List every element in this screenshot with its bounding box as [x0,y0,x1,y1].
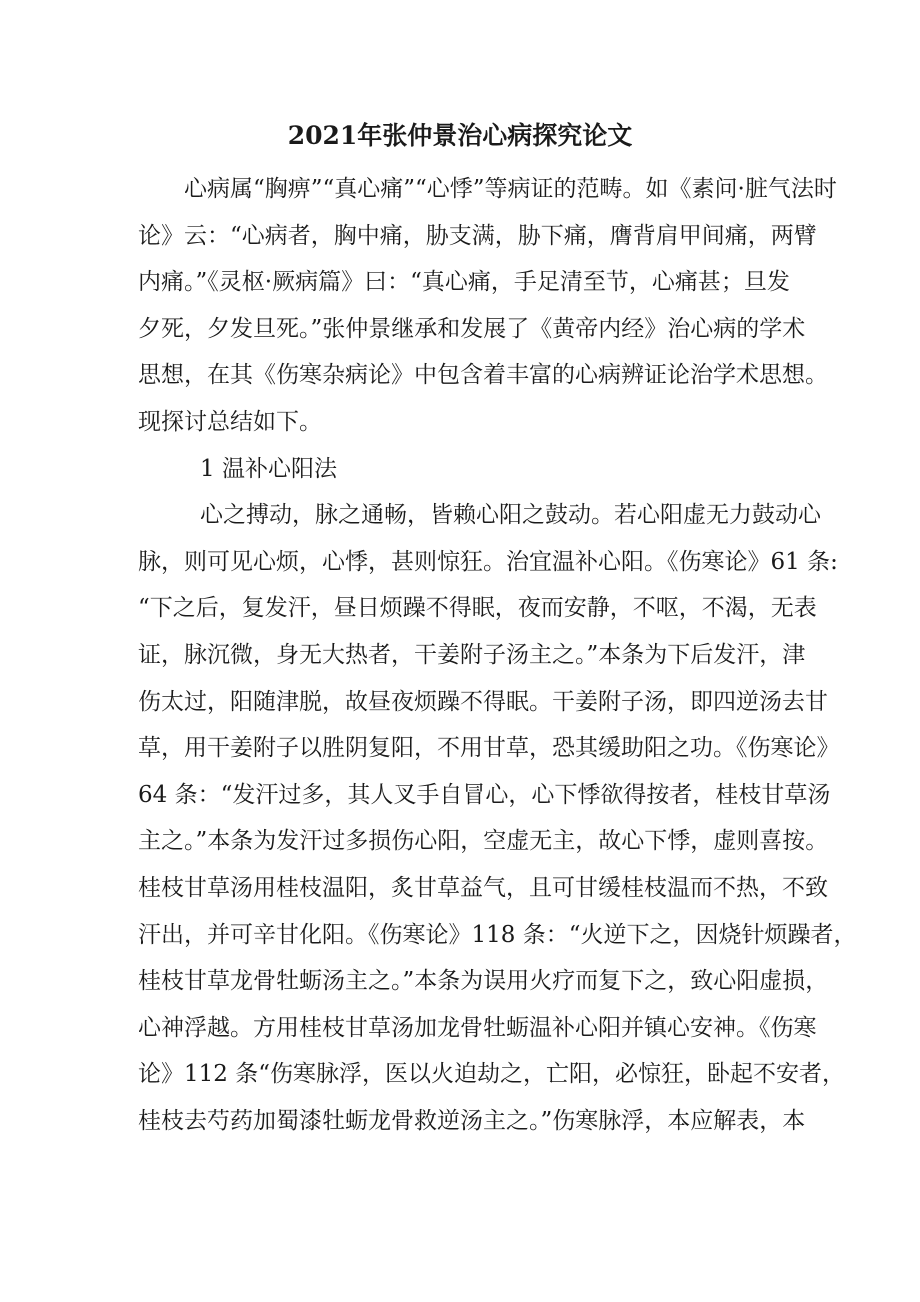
section-line-4: 证，脉沉微，身无大热者，干姜附子汤主之。”本条为下后发汗，津 [138,641,806,668]
intro-line-6: 现探讨总结如下。 [138,408,322,435]
section-line-1: 心之搏动，脉之通畅，皆赖心阳之鼓动。若心阳虚无力鼓动心 [200,502,821,529]
section-line-5: 伤太过，阳随津脱，故昼夜烦躁不得眠。干姜附子汤，即四逆汤去甘 [138,688,828,715]
section-line-11: 桂枝甘草龙骨牡蛎汤主之。”本条为误用火疗而复下之，致心阳虚损， [138,968,829,995]
intro-line-1: 心病属“胸痹”“真心痛”“心悸”等病证的范畴。如《素问·脏气法时 [184,176,837,202]
section-line-13: 论》112 条“伤寒脉浮，医以火迫劫之，亡阳，必惊狂，卧起不安者， [138,1061,845,1088]
section-line-14: 桂枝去芍药加蜀漆牡蛎龙骨救逆汤主之。”伤寒脉浮，本应解表，本 [138,1107,806,1134]
section-line-8: 主之。”本条为发汗过多损伤心阳，空虚无主，故心下悸，虚则喜按。 [138,828,829,855]
intro-line-4: 夕死，夕发旦死。”张仲景继承和发展了《黄帝内经》治心病的学术 [138,315,806,342]
section-line-3: “下之后，复发汗，昼日烦躁不得眠，夜而安静，不呕，不渴，无表 [138,595,817,622]
section-line-6: 草，用干姜附子以胜阴复阳，不用甘草，恐其缓助阳之功。《伤寒论》 [138,735,840,762]
document-title: 2021年张仲景治心病探究论文 [287,121,633,150]
intro-line-2: 论》云：“心病者，胸中痛，胁支满，胁下痛，膺背肩甲间痛，两臂 [138,222,817,249]
section-line-2: 脉，则可见心烦，心悸，甚则惊狂。治宜温补心阳。《伤寒论》61 条: [138,548,838,575]
section-line-10: 汗出，并可辛甘化阳。《伤寒论》118 条：“火逆下之，因烧针烦躁者， [138,921,857,948]
section-line-12: 心神浮越。方用桂枝甘草汤加龙骨牡蛎温补心阳并镇心安神。《伤寒 [138,1014,817,1041]
intro-line-5: 思想，在其《伤寒杂病论》中包含着丰富的心病辨证论治学术思想。 [138,362,828,389]
intro-line-3: 内痛。”《灵枢·厥病篇》曰：“真心痛，手足清至节，心痛甚；旦发 [138,269,790,296]
section-line-7: 64 条：“发汗过多，其人叉手自冒心，心下悸欲得按者，桂枝甘草汤 [138,781,831,808]
document-body [138,166,857,1144]
section-heading: 1 温补心阳法 [200,455,337,482]
section-line-9: 桂枝甘草汤用桂枝温阳，炙甘草益气，且可甘缓桂枝温而不热，不致 [138,874,828,901]
